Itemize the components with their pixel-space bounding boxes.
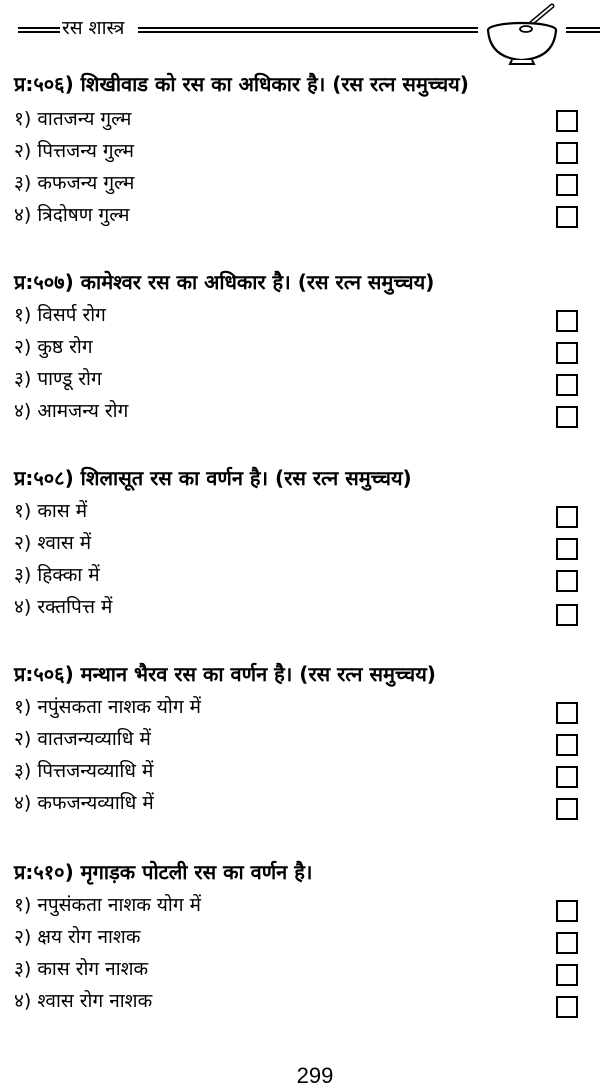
option-item — [0, 364, 600, 396]
option-label: ४) श्वास रोग नाशक — [14, 990, 153, 1012]
mortar-pestle-icon — [482, 2, 564, 66]
answer-checkbox[interactable] — [556, 900, 578, 922]
header-double-rule-end — [566, 27, 600, 33]
option-item — [0, 560, 600, 592]
question-title: प्र:५१०) मृगाड़क पोटली रस का वर्णन है। — [14, 860, 313, 884]
page-header — [0, 0, 600, 62]
answer-checkbox[interactable] — [556, 506, 578, 528]
answer-checkbox[interactable] — [556, 110, 578, 132]
option-label: १) नपुंसकता नाशक योग में — [14, 696, 201, 718]
option-item — [0, 396, 600, 428]
header-double-rule-left — [18, 27, 60, 33]
answer-checkbox[interactable] — [556, 996, 578, 1018]
header-double-rule-right — [138, 27, 478, 33]
option-item — [0, 986, 600, 1018]
option-item — [0, 104, 600, 136]
option-label: ४) त्रिदोषण गुल्म — [14, 204, 130, 226]
option-label: ३) कफजन्य गुल्म — [14, 172, 135, 194]
answer-checkbox[interactable] — [556, 932, 578, 954]
option-item — [0, 756, 600, 788]
option-label: ४) कफजन्यव्याधि में — [14, 792, 154, 814]
question-title: प्र:५०८) शिलासूत रस का वर्णन है। (रस रत्न समुच्चय) — [14, 466, 412, 490]
option-label: ४) रक्तपित्त में — [14, 596, 113, 618]
option-label: १) नपुसंकता नाशक योग में — [14, 894, 201, 916]
answer-checkbox[interactable] — [556, 702, 578, 724]
answer-checkbox[interactable] — [556, 342, 578, 364]
option-item — [0, 724, 600, 756]
option-item — [0, 954, 600, 986]
question-title: प्र:५०७) कामेश्वर रस का अधिकार है। (रस रत्न समुच्चय) — [14, 270, 435, 294]
answer-checkbox[interactable] — [556, 406, 578, 428]
answer-checkbox[interactable] — [556, 538, 578, 560]
answer-checkbox[interactable] — [556, 964, 578, 986]
option-label: ४) आमजन्य रोग — [14, 400, 129, 422]
option-item — [0, 890, 600, 922]
option-label: १) कास में — [14, 500, 88, 522]
answer-checkbox[interactable] — [556, 798, 578, 820]
option-item — [0, 592, 600, 624]
option-label: २) क्षय रोग नाशक — [14, 926, 141, 948]
page-number: 299 — [296, 1063, 334, 1088]
question-title: प्र:५०६) शिखीवाड को रस का अधिकार है। (रस रत्न समुच्चय) — [14, 72, 469, 96]
option-item — [0, 496, 600, 528]
answer-checkbox[interactable] — [556, 374, 578, 396]
question-title: प्र:५०६) मन्थान भैरव रस का वर्णन है। (रस रत्न समुच्चय) — [14, 662, 436, 686]
option-label: १) वातजन्य गुल्म — [14, 108, 132, 130]
option-label: ३) कास रोग नाशक — [14, 958, 149, 980]
answer-checkbox[interactable] — [556, 142, 578, 164]
option-label: ३) पाण्डू रोग — [14, 368, 102, 390]
option-item — [0, 300, 600, 332]
answer-checkbox[interactable] — [556, 206, 578, 228]
option-item — [0, 136, 600, 168]
option-label: १) विसर्प रोग — [14, 304, 106, 326]
answer-checkbox[interactable] — [556, 766, 578, 788]
option-item — [0, 332, 600, 364]
answer-checkbox[interactable] — [556, 570, 578, 592]
option-item — [0, 922, 600, 954]
answer-checkbox[interactable] — [556, 734, 578, 756]
option-label: २) श्वास में — [14, 532, 92, 554]
option-label: ३) पित्तजन्यव्याधि में — [14, 760, 154, 782]
answer-checkbox[interactable] — [556, 604, 578, 626]
option-item — [0, 788, 600, 820]
option-item — [0, 200, 600, 232]
running-title: रस शास्त्र — [62, 17, 125, 39]
option-item — [0, 168, 600, 200]
option-label: २) पित्तजन्य गुल्म — [14, 140, 134, 162]
option-item — [0, 528, 600, 560]
option-label: ३) हिक्का में — [14, 564, 100, 586]
option-item — [0, 692, 600, 724]
answer-checkbox[interactable] — [556, 310, 578, 332]
answer-checkbox[interactable] — [556, 174, 578, 196]
option-label: २) वातजन्यव्याधि में — [14, 728, 151, 750]
option-label: २) कुष्ठ रोग — [14, 336, 93, 358]
